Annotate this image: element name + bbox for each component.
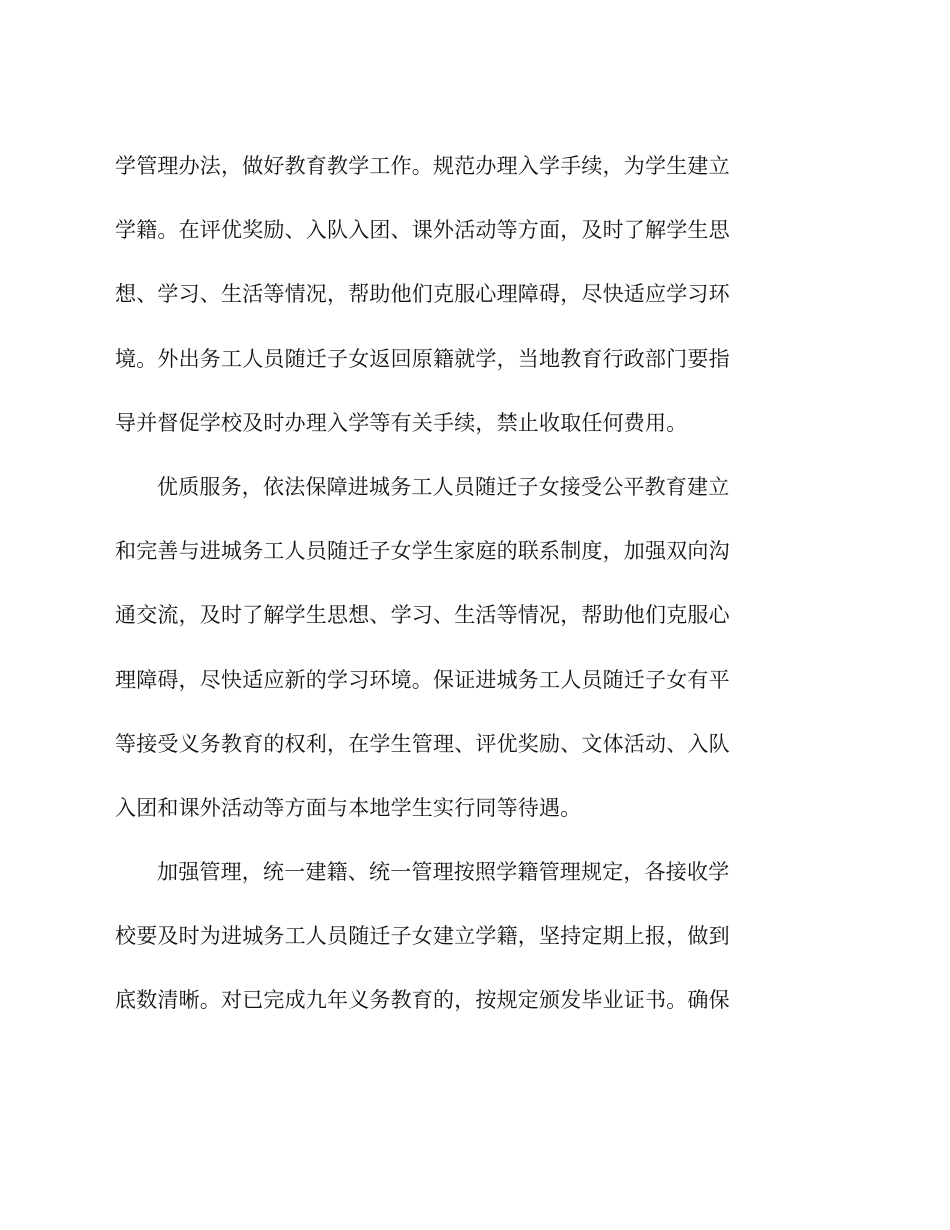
paragraph-first-line: 加强管理，统一建籍、统一管理按照学籍管理规定，各接收学 [157,860,730,885]
text-line: 学管理办法，做好教育教学工作。规范办理入学手续，为学生建立 [115,154,730,178]
text-line: 等接受义务教育的权利，在学生管理、评优奖励、文体活动、入队 [115,731,730,756]
text-line: 境。外出务工人员随迁子女返回原籍就学，当地教育行政部门要指 [115,346,730,371]
text-line: 学籍。在评优奖励、入队入团、课外活动等方面，及时了解学生思 [115,218,730,243]
text-line: 校要及时为进城务工人员随迁子女建立学籍，坚持定期上报，做到 [115,924,730,949]
text-line: 理障碍，尽快适应新的学习环境。保证进城务工人员随迁子女有平 [115,667,730,692]
text-line: 导并督促学校及时办理入学等有关手续，禁止收取任何费用。 [115,410,688,435]
paragraph-first-line: 优质服务，依法保障进城务工人员随迁子女接受公平教育建立 [157,474,730,499]
text-line: 底数清晰。对已完成九年义务教育的，按规定颁发毕业证书。确保 [115,988,730,1013]
text-line: 入团和课外活动等方面与本地学生实行同等待遇。 [115,795,582,820]
text-line: 和完善与进城务工人员随迁子女学生家庭的联系制度，加强双向沟 [115,539,730,564]
text-line: 想、学习、生活等情况，帮助他们克服心理障碍，尽快适应学习环 [115,282,730,307]
text-line: 通交流，及时了解学生思想、学习、生活等情况，帮助他们克服心 [115,603,730,628]
body-text [115,134,765,1033]
